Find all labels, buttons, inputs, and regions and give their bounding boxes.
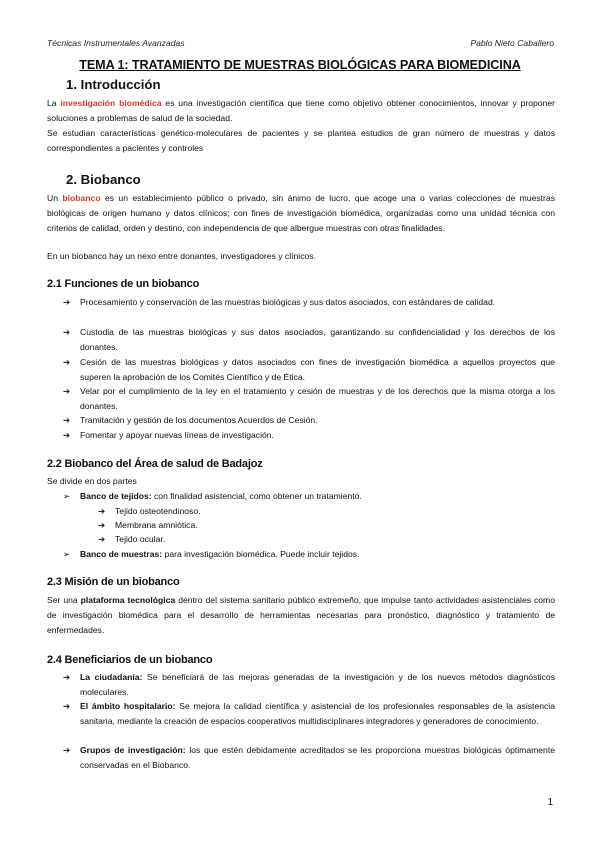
list-item xyxy=(63,384,555,414)
text: Un xyxy=(47,193,63,203)
text: Procesamiento y conservación de las muestras biológicas y sus datos asociados, con estándares de calidad. xyxy=(80,297,496,307)
document-title: TEMA 1: TRATAMIENTO DE MUESTRAS BIOLÓGICAS PARA BIOMEDICINA xyxy=(79,58,521,72)
section-2-heading: 2. Biobanco xyxy=(66,172,141,187)
text: Tramitación y gestión de los documentos Acuerdos de Cesión. xyxy=(80,415,318,425)
arrow-bullet-icon: ➔ xyxy=(63,357,71,367)
text: Ser una xyxy=(47,595,81,605)
arrow-bullet-icon: ➔ xyxy=(63,430,71,440)
triangle-bullet-icon: ➢ xyxy=(63,491,71,501)
term: Grupos de investigación: xyxy=(80,745,186,755)
arrow-bullet-icon: ➔ xyxy=(63,297,71,307)
list-item xyxy=(63,413,555,428)
header-author: Pablo Nieto Caballero xyxy=(470,38,554,48)
arrow-bullet-icon: ➔ xyxy=(63,701,71,711)
list-item xyxy=(63,547,555,562)
text: Velar por el cumplimiento de la ley en el tratamiento y cesión de muestras y de los derechos que la misma otorga a los donantes. xyxy=(80,386,555,411)
text: Custodia de las muestras biológicas y sus datos asociados, garantizando su confidencialidad y los derechos de los donantes. xyxy=(80,327,555,352)
section-1-paragraph-1 xyxy=(47,96,555,126)
list-item xyxy=(63,670,555,700)
arrow-bullet-icon: ➔ xyxy=(63,415,71,425)
text: Se beneficiará de las mejoras generadas de la investigación y de los nuevos métodos diagnósticos moleculares. xyxy=(80,672,555,697)
header-course: Técnicas Instrumentales Avanzadas xyxy=(47,38,185,48)
list-item xyxy=(63,355,555,385)
term: El ámbito hospitalario: xyxy=(80,701,176,711)
text: es una investigación científica que tiene como objetivo obtener conocimientos, innovar y proponer soluciones a problemas de salud de la sociedad. xyxy=(47,98,556,123)
arrow-bullet-icon: ➔ xyxy=(98,534,106,544)
list-item xyxy=(63,699,555,729)
section-2-1-heading: 2.1 Funciones de un biobanco xyxy=(47,278,200,290)
section-2-3-heading: 2.3 Misión de un biobanco xyxy=(47,576,180,588)
list-item xyxy=(63,295,555,310)
section-2-paragraph-1 xyxy=(47,191,555,236)
arrow-bullet-icon: ➔ xyxy=(63,327,71,337)
section-2-4-heading: 2.4 Beneficiarios de un biobanco xyxy=(47,654,213,666)
arrow-bullet-icon: ➔ xyxy=(98,506,106,516)
section-1-paragraph-2: Se estudian características genético-moleculares de pacientes y se plantea estudios de gran número de muestras y datos correspondientes a pacientes y controles xyxy=(47,128,555,153)
section-1-heading: 1. Introducción xyxy=(66,77,161,92)
list-item xyxy=(63,743,555,773)
text: Cesión de las muestras biológicas y datos asociados con fines de investigación biomédica a aquellos proyectos que superen la aprobación de los Comités Científico y de Ética. xyxy=(80,357,555,382)
text: La xyxy=(47,98,61,108)
list-item xyxy=(63,489,555,504)
page-number: 1 xyxy=(547,797,553,808)
sub-list-item xyxy=(98,532,166,547)
section-2-2-heading: 2.2 Biobanco del Área de salud de Badajoz xyxy=(47,458,263,470)
section-2-3-paragraph xyxy=(47,593,555,638)
sub-list-item xyxy=(98,518,198,533)
list-item xyxy=(63,428,555,443)
highlight-term: investigación biomédica xyxy=(60,98,162,108)
text: Membrana amniótica. xyxy=(115,520,198,530)
text: los que estén debidamente acreditados se les proporciona muestras biológicas óptimamente conservadas en el Biobanco. xyxy=(80,745,555,770)
term: La ciudadanía: xyxy=(80,672,143,682)
section-2-paragraph-2: En un biobanco hay un nexo entre donantes, investigadores y clínicos. xyxy=(47,251,316,261)
triangle-bullet-icon: ➢ xyxy=(63,549,71,559)
text: Tejido osteotendinoso. xyxy=(115,506,201,516)
text: Fomentar y apoyar nuevas líneas de investigación. xyxy=(80,430,274,440)
sub-list-item xyxy=(98,504,201,519)
list-item xyxy=(63,325,555,355)
term: Banco de tejidos: xyxy=(80,491,152,501)
text: para investigación biomédica. Puede incluir tejidos. xyxy=(162,549,360,559)
term: plataforma tecnológica xyxy=(80,595,176,605)
text: dentro del sistema sanitario público extremeño, que impulse tanto actividades asistenciales como de investigación biomédica para el desarrollo de herramientas necesarias para pronóstico, diagnóstico y tratamiento de enfermedades. xyxy=(47,595,555,635)
text: es un establecimiento público o privado, sin ánimo de lucro, que acoge una o varias colecciones de muestras biológicas de origen humano y datos clínicos; con fines de investigación biomédica, organizadas como una unidad técnica con criterios de calidad, orden y destino, con independencia de que albergue muestras con otras finalidades. xyxy=(47,193,555,233)
text: con finalidad asistencial, como obtener un tratamiento. xyxy=(151,491,362,501)
text: Tejido ocular. xyxy=(115,534,166,544)
arrow-bullet-icon: ➔ xyxy=(63,745,71,755)
arrow-bullet-icon: ➔ xyxy=(98,520,106,530)
text: Se mejora la calidad científica y asistencial de los profesionales responsables de la asistencia sanitaria, mediante la creación de espacios cooperativos multidisciplinares integradores y generadores de conocimiento. xyxy=(80,701,555,726)
arrow-bullet-icon: ➔ xyxy=(63,386,71,396)
arrow-bullet-icon: ➔ xyxy=(63,672,71,682)
term: Banco de muestras: xyxy=(80,549,163,559)
section-2-2-intro: Se divide en dos partes xyxy=(47,476,137,486)
highlight-term: biobanco xyxy=(62,193,101,203)
